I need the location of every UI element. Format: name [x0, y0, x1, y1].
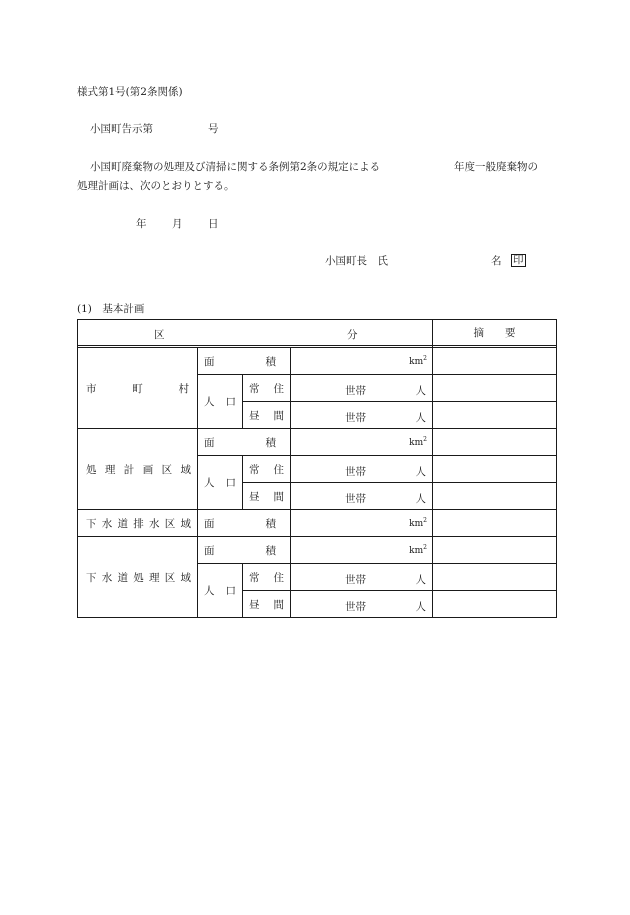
- households-cell: 世帯 人: [291, 456, 433, 483]
- households-cell: 世帯 人: [291, 375, 433, 402]
- daytime-label: 昼間: [243, 402, 291, 429]
- signer-title: 小国町長 氏: [325, 255, 388, 267]
- resident-label: 常住: [243, 456, 291, 483]
- population-label: 人口: [198, 564, 243, 618]
- daytime-label: 昼間: [243, 483, 291, 510]
- header-ku: 区: [154, 329, 165, 341]
- remarks-cell[interactable]: [433, 429, 557, 456]
- area-label: 面積: [198, 510, 291, 537]
- notice-number-suffix: 号: [208, 123, 219, 135]
- header-category: [78, 320, 433, 346]
- area-unit: $km^2$: [291, 348, 433, 375]
- region-sewer-treat: 下水道処理区域: [78, 537, 198, 618]
- remarks-cell[interactable]: [433, 456, 557, 483]
- header-bun: 分: [347, 329, 358, 341]
- area-unit: $km^2$: [291, 510, 433, 537]
- body-text-line2: 処理計画は、次のとおりとする。: [77, 180, 235, 192]
- area-label: 面積: [198, 348, 291, 375]
- seal-mark: 印: [513, 254, 524, 266]
- body-text-line1-year: 年度一般廃棄物の: [454, 161, 538, 173]
- remarks-cell[interactable]: [433, 564, 557, 591]
- area-unit: $km^2$: [291, 429, 433, 456]
- remarks-cell[interactable]: [433, 402, 557, 429]
- region-plan-area: 処理計画区域: [78, 429, 198, 510]
- section-title: (1) 基本計画: [77, 303, 145, 315]
- remarks-cell[interactable]: [433, 537, 557, 564]
- area-unit: $km^2$: [291, 537, 433, 564]
- signer-name: 名: [491, 255, 502, 267]
- table-row: [78, 510, 557, 537]
- date-month: 月: [172, 218, 183, 230]
- area-label: 面積: [198, 537, 291, 564]
- table-header-row: [78, 320, 557, 346]
- households-cell: 世帯 人: [291, 483, 433, 510]
- resident-label: 常住: [243, 564, 291, 591]
- date-year: 年: [136, 218, 147, 230]
- households-cell: 世帯 人: [291, 564, 433, 591]
- remarks-cell[interactable]: [433, 375, 557, 402]
- table-row: [78, 537, 557, 564]
- notice-number-prefix: 小国町告示第: [90, 123, 153, 135]
- form-label: 様式第1号(第2条関係): [77, 86, 183, 98]
- area-label: 面積: [198, 429, 291, 456]
- header-remarks: 摘 要: [433, 320, 557, 346]
- households-cell: 世帯 人: [291, 402, 433, 429]
- body-text-line1: 小国町廃棄物の処理及び清掃に関する条例第2条の規定による: [90, 161, 381, 173]
- basic-plan-table: [77, 319, 557, 618]
- remarks-cell[interactable]: [433, 348, 557, 375]
- remarks-cell[interactable]: [433, 591, 557, 618]
- households-cell: 世帯 人: [291, 591, 433, 618]
- remarks-cell[interactable]: [433, 483, 557, 510]
- table-row: [78, 348, 557, 375]
- remarks-cell[interactable]: [433, 510, 557, 537]
- date-day: 日: [208, 218, 219, 230]
- region-sewer-drain: 下水道排水区域: [78, 510, 198, 537]
- table-row: [78, 429, 557, 456]
- region-municipality: 市町村: [78, 348, 198, 429]
- resident-label: 常住: [243, 375, 291, 402]
- population-label: 人口: [198, 456, 243, 510]
- population-label: 人口: [198, 375, 243, 429]
- daytime-label: 昼間: [243, 591, 291, 618]
